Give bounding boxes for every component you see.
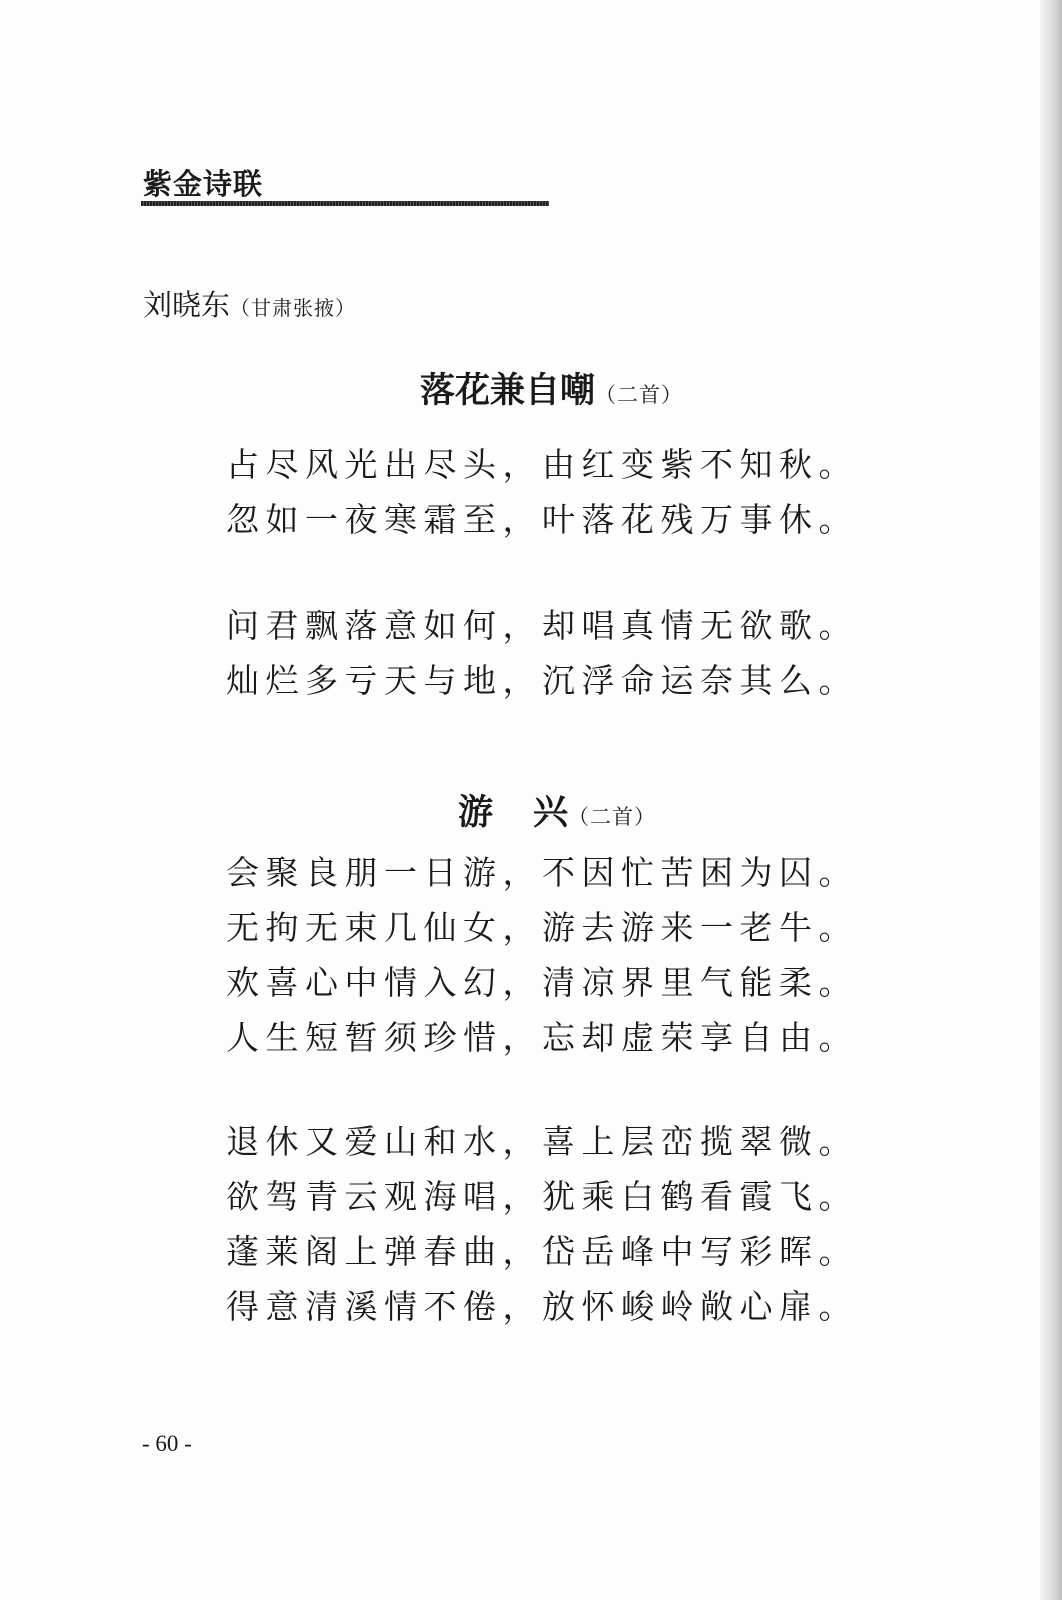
verse-line: 灿烂多亏天与地，沉浮命运奈其么。	[226, 661, 858, 700]
stanza	[226, 1114, 858, 1334]
stanza	[226, 437, 858, 547]
verse-line: 问君飘落意如何，却唱真情无欲歌。	[226, 606, 858, 645]
verse-line: 蓬莱阁上弹春曲，岱岳峰中写彩晖。	[226, 1232, 858, 1271]
stanza	[226, 598, 858, 708]
verse-line: 无拘无束几仙女，游去游来一老牛。	[226, 908, 858, 947]
author-line	[143, 287, 356, 326]
verse-line: 忽如一夜寒霜至，叶落花残万事休。	[226, 500, 858, 539]
poem-title-text-part1: 游	[458, 792, 494, 833]
verse-line: 会聚良朋一日游，不因忙苦困为囚。	[226, 853, 858, 892]
poem-title-text: 落花兼自嘲	[420, 370, 596, 411]
page-edge-shadow	[1040, 0, 1062, 1600]
poem-title	[458, 793, 656, 837]
poem-title	[420, 371, 683, 415]
running-head-rule	[141, 201, 549, 206]
running-head: 紫金诗联	[143, 167, 264, 201]
verse-line: 欲驾青云观海唱，犹乘白鹤看霞飞。	[226, 1177, 858, 1216]
page-number: - 60 -	[142, 1431, 192, 1456]
poem-title-note: （二首）	[595, 383, 684, 407]
poem-title-text-part2: 兴	[533, 792, 569, 833]
verse-line: 欢喜心中情入幻，清凉界里气能柔。	[226, 963, 858, 1002]
verse-line: 人生短暂须珍惜，忘却虚荣享自由。	[226, 1018, 858, 1057]
verse-line: 退休又爱山和水，喜上层峦揽翠微。	[226, 1122, 858, 1161]
author-name: 刘晓东	[143, 288, 231, 322]
verse-line: 占尽风光出尽头，由红变紫不知秋。	[226, 445, 858, 484]
poem-title-note: （二首）	[568, 805, 657, 829]
stanza	[226, 845, 858, 1065]
author-place: （甘肃张掖）	[230, 296, 357, 320]
verse-line: 得意清溪情不倦，放怀峻岭敞心扉。	[226, 1287, 858, 1326]
